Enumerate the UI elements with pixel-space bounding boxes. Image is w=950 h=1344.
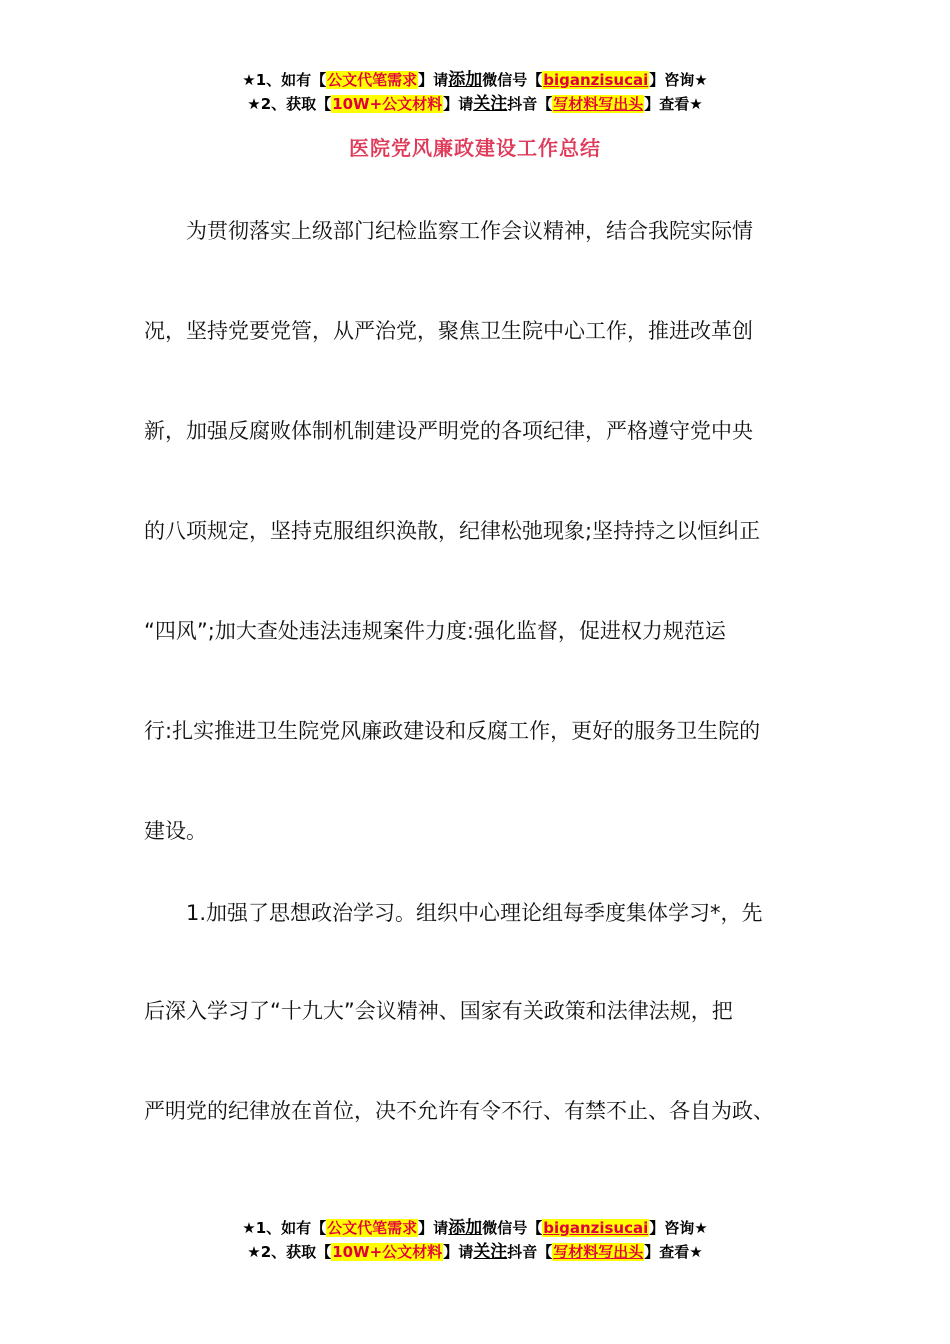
highlight-ghostwriting: 公文代笔需求 [327,1219,418,1237]
banner-text: 】请 [418,71,449,89]
banner-text: ★1、如有【 [242,71,327,89]
emphasis-follow: 关注 [473,94,508,114]
body-line: 况，坚持党要党管，从严治党，聚焦卫生院中心工作，推进改革创 [144,319,753,343]
banner-text: 微信号【 [482,1219,543,1237]
document-title: 医院党风廉政建设工作总结 [349,136,601,160]
emphasis-add: 添加 [448,1218,483,1238]
banner-text: 】咨询★ [649,1219,708,1237]
wechat-id-link[interactable]: biganzisucai [543,1219,649,1237]
highlight-materials: 10W+公文材料 [332,95,443,113]
bottom-banner [0,1216,950,1264]
douyin-account-link[interactable]: 写材料写出头 [553,95,644,113]
emphasis-follow: 关注 [473,1242,508,1262]
banner-text: ★1、如有【 [242,1219,327,1237]
banner-line-1 [0,1216,950,1240]
body-line: 严明党的纪律放在首位，决不允许有令不行、有禁不止、各自为政、 [144,1099,774,1123]
banner-line-1 [0,68,950,92]
douyin-account-link[interactable]: 写材料写出头 [553,1243,644,1261]
wechat-id-link[interactable]: biganzisucai [543,71,649,89]
body-line: 后深入学习了“十九大”会议精神、国家有关政策和法律法规，把 [144,999,733,1023]
banner-text: 】查看★ [644,1243,703,1261]
top-banner [0,68,950,116]
banner-text: 】咨询★ [649,71,708,89]
body-line: 新，加强反腐败体制机制建设严明党的各项纪律，严格遵守党中央 [144,419,753,443]
banner-line-2 [0,92,950,116]
banner-text: 】请 [418,1219,449,1237]
emphasis-add: 添加 [448,70,483,90]
body-line: 行:扎实推进卫生院党风廉政建设和反腐工作，更好的服务卫生院的 [144,719,761,743]
banner-text: ★2、获取【 [247,95,332,113]
highlight-materials: 10W+公文材料 [332,1243,443,1261]
body-line: “四风”;加大查处违法违规案件力度:强化监督，促进权力规范运 [144,619,726,643]
banner-text: 】请 [443,1243,474,1261]
banner-text: ★2、获取【 [247,1243,332,1261]
banner-line-2 [0,1240,950,1264]
body-line: 为贯彻落实上级部门纪检监察工作会议精神，结合我院实际情 [186,219,753,243]
banner-text: 抖音【 [507,1243,553,1261]
banner-text: 】请 [443,95,474,113]
banner-text: 抖音【 [507,95,553,113]
body-line: 建设。 [144,819,207,843]
body-line: 1.加强了思想政治学习。组织中心理论组每季度集体学习*，先 [186,901,763,925]
highlight-ghostwriting: 公文代笔需求 [327,71,418,89]
banner-text: 微信号【 [482,71,543,89]
body-line: 的八项规定，坚持克服组织涣散，纪律松弛现象;坚持持之以恒纠正 [144,519,761,543]
banner-text: 】查看★ [644,95,703,113]
